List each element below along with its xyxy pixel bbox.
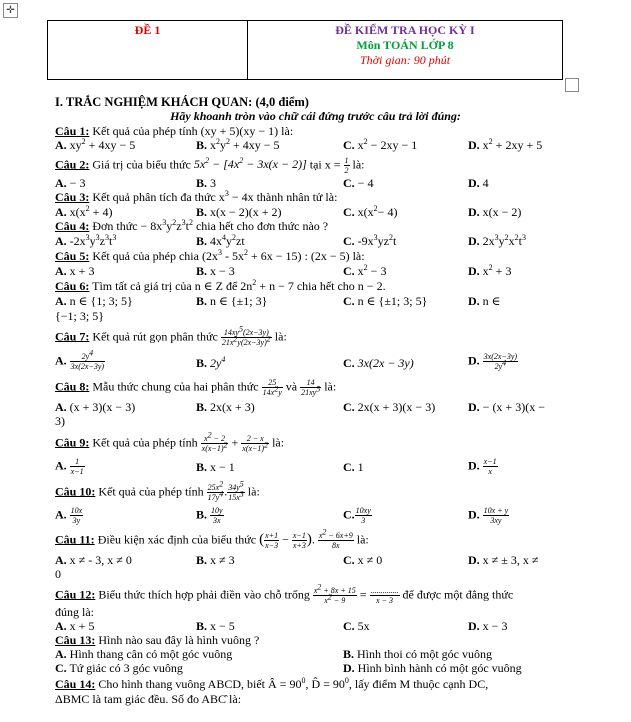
question-6: Câu 6: Tìm tất cả giá trị của n ∈ Z để $2n^2 + n - 7$ chia hết cho n − 2. (55, 278, 386, 293)
exam-title: ĐỀ KIỂM TRA HỌC KỲ I (335, 23, 475, 37)
q1-options: A. $xy^2 + 4xy - 5$ (55, 137, 136, 152)
question-14: Câu 14: Cho hình thang vuông ABCD, biết Â = $90^0$, D̂ = $90^0$, lấy điểm M thuộc cạnh DC, (55, 676, 489, 691)
section-title: I. TRẮC NGHIỆM KHÁCH QUAN: (4,0 điểm) (55, 95, 309, 109)
question-3: Câu 3: Kết quả phân tích đa thức $x^3 - 4x$ thành nhân tử là: (55, 189, 338, 204)
question-5: Câu 5: Kết quả của phép chia $(2x^3 - 5x^2 + 6x - 15)$ : (2x − 5) là: (55, 248, 365, 263)
question-8: Câu 8: Mẫu thức chung của hai phân thức $\frac{25}{14x^2y}$ và $\frac{14}{21xy^5}$ là: (55, 378, 337, 397)
question-2: Câu 2: Giá trị của biểu thức $5x^2 - [4x^2 - 3x(x - 2)]$ tại x = $\frac{1}{2}$ là: (55, 156, 365, 175)
question-7: Câu 7: Kết quả rút gọn phân thức $\frac{14xy^5(2x-3y)}{21x^2y(2x-3y)^2}$ là: (55, 324, 287, 347)
exam-time: Thời gian: 90 phút (359, 53, 451, 67)
question-1: Câu 1: Kết quả của phép tính (xy + 5)(xy − 1) là: (55, 124, 294, 138)
question-10: Câu 10: Kết quả của phép tính $\frac{25x^2}{17y^4}$ . $\frac{34y^5}{15x^3}$ là: (55, 479, 260, 502)
exam-code: ĐỀ 1 (134, 23, 161, 37)
instruction: Hãy khoanh tròn vào chữ cái đứng trước câu trả lời đúng: (170, 109, 461, 123)
question-11: Câu 11: Điều kiện xác định của biểu thức ( $\frac{x+1}{x-3}$ − $\frac{x-1}{x+3}$ ). $\frac{x^2 - 6x+9}{8x}$ là: (55, 527, 369, 550)
question-9: Câu 9: Kết quả của phép tính $\frac{x^2 - 2}{x(x-1)^2}$ + $\frac{2 - x}{x(x-1)^2}$ là: (55, 430, 285, 453)
table-resize-handle[interactable] (565, 78, 579, 92)
table-move-icon[interactable]: ✛ (3, 3, 18, 18)
question-12: Câu 12: Biểu thức thích hợp phải điền vào chỗ trống $\frac{x^2 + 8x + 15}{x^2 - 9}$ = $\frac{..............}{x - 3}$ để được một đẳng thức (55, 582, 514, 605)
exam-header-table (47, 20, 563, 80)
exam-title-block (248, 23, 562, 68)
question-4: Câu 4: Đơn thức − $8x^3y^2z^3t^2$ chia hết cho đơn thức nào ? (55, 218, 329, 233)
question-13: Câu 13: Hình nào sau đây là hình vuông ? (55, 633, 260, 647)
exam-subject: Môn TOÁN LỚP 8 (356, 38, 454, 52)
